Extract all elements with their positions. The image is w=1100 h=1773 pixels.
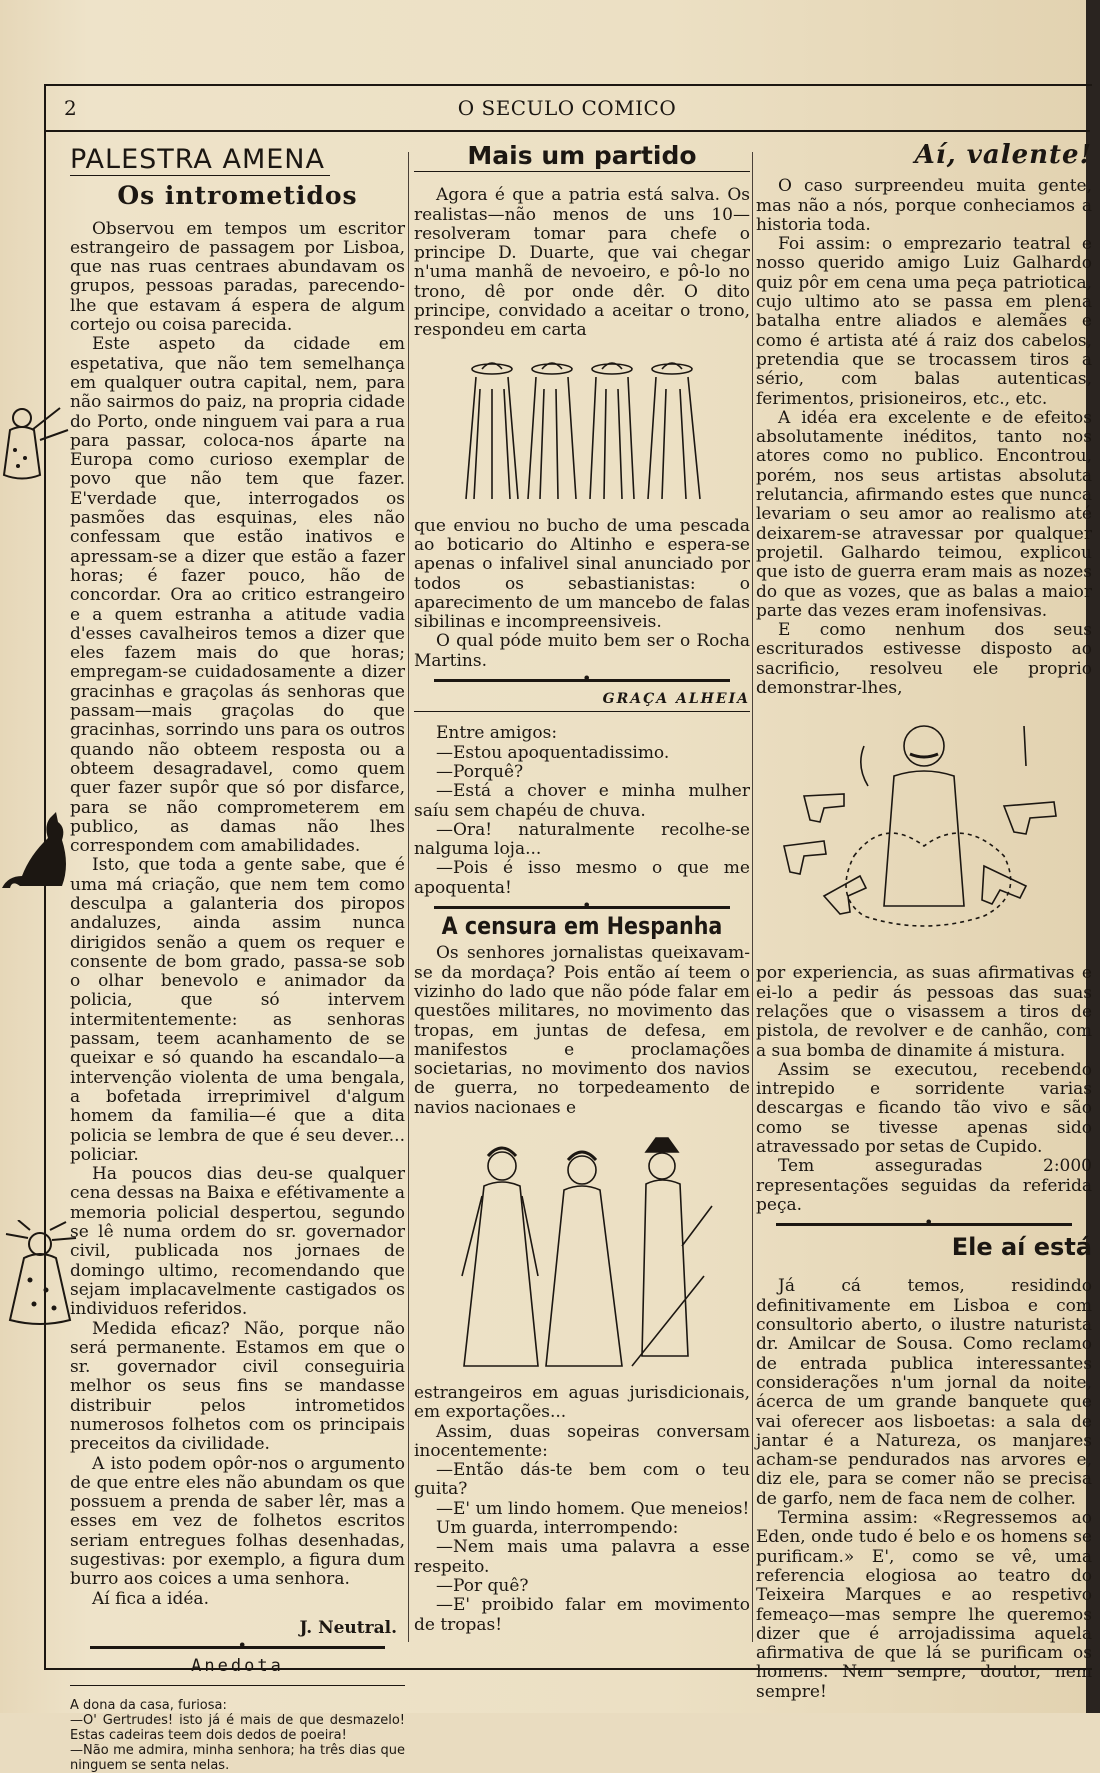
sopeiras-guard-illustration [442,1126,722,1376]
anedota-line: —Não me admira, minha senhora; ha três dias que ninguem se senta nelas. [70,1742,405,1773]
paragraph: Observou em tempos um escritor estrangeiro de passagem por Lisboa, que nas ruas centraes abundavam os grupos, pessoas paradas, parecendo-lhe que estavam á espera de algum cortejo ou coisa parecida. [70,218,405,336]
paragraph: estrangeiros em aguas jurisdicionais, em exportações... [414,1382,750,1423]
ele-ai-esta-headline: Ele aí está [951,1233,1092,1262]
paragraph: A isto podem opôr-nos o argumento de que entre eles não abundam os que possuem a prenda de saber lêr, mas a esses em vez de folhetos escritos seriam entregues folhas desenhadas, sugestivas: por exemplo, a figura dum burro aos coices a uma senhora. [70,1453,405,1590]
dialogue-line: —E' proibido falar em movimento de tropas! [414,1595,750,1635]
dialogue-line: —E' um lindo homem. Que meneios! [436,1498,750,1519]
cloaked-men-illustration [452,349,712,509]
censura-headline: A censura em Hespanha [441,912,723,941]
paragraph: por experiencia, as suas afirmativas e ei-lo a pedir ás pessoas das suas relações que o visassem a tiros de pistola, de revolver e de canhão, com a sua bomba de dinamite á mistura. [756,963,1092,1061]
paragraph: Medida eficaz? Não, porque não será permanente. Estamos em que o sr. governador civil conseguiria melhor os seus fins se mandasse distribuir pelos intrometidos numerosos folhetos com os principais preceitos da civilidade. [70,1318,405,1455]
paragraph: Termina assim: «Regressemos ao Eden, onde tudo é belo e os homens se purificam.» E', como se vê, uma referencia elogiosa ao teatro do Teixeira Marques e ao respetivo femeaço—mas sempre lhe queremos dizer que é arrojadissima aquela afirmativa de que lá se purificam os homens. Nem sempre, doutor, nem sempre! [756,1508,1092,1702]
column-rule-1 [408,152,409,1642]
anedota-text [70,1698,405,1773]
dialogue-line: Um guarda, interrompendo: [436,1518,679,1539]
column-2 [414,141,750,1635]
article-headline: Aí, valente! [914,140,1092,170]
graca-alheia-tag: GRAÇA ALHEIA [414,690,750,712]
paragraph: Já cá temos, residindo definitivamente em Lisboa e com consultorio aberto, o ilustre naturista dr. Amilcar de Sousa. Como reclamo de entrada publica interessantes considerações n'um jornal da noite, ácerca de um grande banquete que vai oferecer aos lisboetas: a sala de jantar é a Natureza, os manjares acham-se pendurados nas arvores e, diz ele, para se comer não se precisa de garfo, nem de faca nem de colher. [756,1276,1092,1509]
paragraph: Os senhores jornalistas queixavam-se da mordaça? Pois então aí teem o vizinho do lado que não póde falar em questões militares, no movimento das tropas, em juntas de defesa, em manifestos e proclamações societarias, no movimento dos navios de guerra, no torpedeamento de navios nacionaes e [414,943,750,1118]
margin-doll-illustration [0,400,70,490]
section-separator [776,1223,1072,1226]
paragraph: E como nenhum dos seus escriturados estivesse disposto ao sacrificio, resolveu ele proprio demonstrar-lhes, [756,620,1092,699]
dialogue-line: —Por quê? [436,1575,529,1596]
page-number: 2 [64,96,77,120]
paragraph: que enviou no bucho de uma pescada ao boticario do Altinho e espera-se apenas o infalivel sinal anunciado por todos os sebastianistas: o aparecimento de um mancebo de falas sibilinas e incompreensiveis. [414,515,750,633]
column-rule-2 [752,152,753,1642]
column-3 [756,140,1092,1702]
masthead: O SECULO COMICO [457,96,677,120]
paragraph: Isto, que toda a gente sabe, que é uma má criação, que nem tem como desculpa a galanteria dos piropos andaluzes, ainda assim nunca dirigidos senão a quem os requer e consente de bom grado, passa-se sob o olhar benevolo e animador da policia, que só intervem intermitentemente: as senhoras passam, teem acanhamento de se queixar e só quando ha escandalo—a intervenção violenta de uma bengala, a bofetada irreprimivel d'algum homem da familia—é que a dita policia se lembra de que é seu dever... policiar. [70,855,405,1165]
header-rule [44,130,1090,132]
kicker-rule [70,175,330,176]
dialogue-line: Entre amigos: [436,723,558,744]
anedota-title: Anedota [191,1656,284,1677]
paragraph: Aí fica a idéa. [92,1588,209,1609]
dialogue-line: —Estou apoquentadissimo. [436,742,670,763]
section-kicker: PALESTRA AMENA [70,144,325,175]
dialogue-line: —Porquê? [436,761,524,782]
anedota-rule [70,1685,405,1686]
man-shot-at-illustration [764,706,1084,956]
anedota-line: A dona da casa, furiosa: [70,1697,227,1713]
dialogue-line: —Está a chover e minha mulher saíu sem chapéu de chuva. [414,781,750,821]
paragraph: Foi assim: o emprezario teatral e nosso querido amigo Luiz Galhardo quiz pôr em cena uma peça patriotica, cujo ultimo ato se passa em plena batalha entre aliados e alemães e como é artista até á raiz dos cabelos, pretendia que se trocassem tiros a sério, com balas autenticas, ferimentos, prisioneiros, etc., etc. [756,234,1092,409]
article-headline: Mais um partido [467,141,697,170]
dialogue-line: —Então dás-te bem com o teu guita? [414,1460,750,1500]
margin-cat-illustration [0,810,70,890]
paragraph: Agora é que a patria está salva. Os realistas—não menos de uns 10—resolveram tomar para chefe o principe D. Duarte, que vai chegar n'uma manhã de nevoeiro, e pô-lo no trono, dê por onde dêr. O dito principe, convidado a aceitar o trono, respondeu em carta [414,185,750,341]
section-separator [434,906,730,909]
paragraph: Assim se executou, recebendo intrepido e sorridente varias descargas e ficando tão vivo e são como se tivesse apenas sido atravessado por setas de Cupido. [756,1059,1092,1157]
section-separator [434,679,730,682]
paragraph: O caso surpreendeu muita gente, mas não a nós, porque conheciamos a historia toda. [756,176,1092,235]
dialogue-line: —Pois é isso mesmo o que me apoquenta! [414,858,750,898]
dialogue-line: Assim, duas sopeiras conversam inocentemente: [414,1421,750,1461]
paragraph: A idéa era excelente e de efeitos absolutamente inéditos, tanto nos atores como no publico. Encontrou, porém, nos seus artistas absoluta relutancia, afirmando estes que nunca levariam o seu amor ao realismo até deixarem-se atravessar por qualquer projetil. Galhardo teimou, explicou que isto de guerra eram mais as nozes do que as vozes, que as balas a maior parte das vezes eram inofensivas. [756,407,1092,621]
column-1 [70,146,405,1773]
paragraph: O qual póde muito bem ser o Rocha Martins. [414,631,750,671]
paragraph: Este aspeto da cidade em espetativa, que não tem semelhança em qualquer outra capital, nem, para não sairmos do paiz, na propria cidade do Porto, onde ninguem vai para a rua para passar, coloca-nos áparte na Europa como curioso exemplar de povo que não tem que fazer. E'verdade que, interrogados os pasmões das esquinas, eles não confessam que estão inativos e apressam-se a dizer que estão a fazer horas; é fazer pouco, hão de concordar. Ora ao critico estrangeiro e a quem estranha a atitude vadia d'esses cavalheiros temos a dizer que eles fazem mais do que horas; empregam-se cuidadosamente a dizer gracinhas e graçolas ás senhoras que passam—mais graçolas do que gracinhas, sorrindo uns para os outros quando não obteem resposta ou a obteem desagradavel, como quem quer fazer supôr que só por disfarce, para se não comprometerem em publico, as damas não lhes correspondem com amabilidades. [70,334,406,857]
paragraph: Ha poucos dias deu-se qualquer cena dessas na Baixa e efétivamente a memoria policial despertou, segundo se lê numa ordem do sr. governador civil, publicada nos jornaes de domingo ultimo, recomendando que sejam implacavelmente castigados os individuos referidos. [70,1164,405,1320]
page-header [44,88,1090,130]
anedota-line: —O' Gertrudes! isto já é mais de que desmazelo! Estas cadeiras teem dois dedos de poeira! [70,1712,405,1743]
dialogue-line: —Ora! naturalmente recolhe-se nalguma loja... [414,819,750,860]
dialogue-line: —Nem mais uma palavra a esse respeito. [414,1537,750,1577]
section-separator [90,1646,385,1649]
author-signature: J. Neutral. [299,1617,397,1638]
paragraph: Tem asseguradas 2:000 representações seguidas da referida peça. [756,1156,1092,1215]
headline-rule [414,171,750,172]
article-headline: Os intrometidos [117,181,358,211]
